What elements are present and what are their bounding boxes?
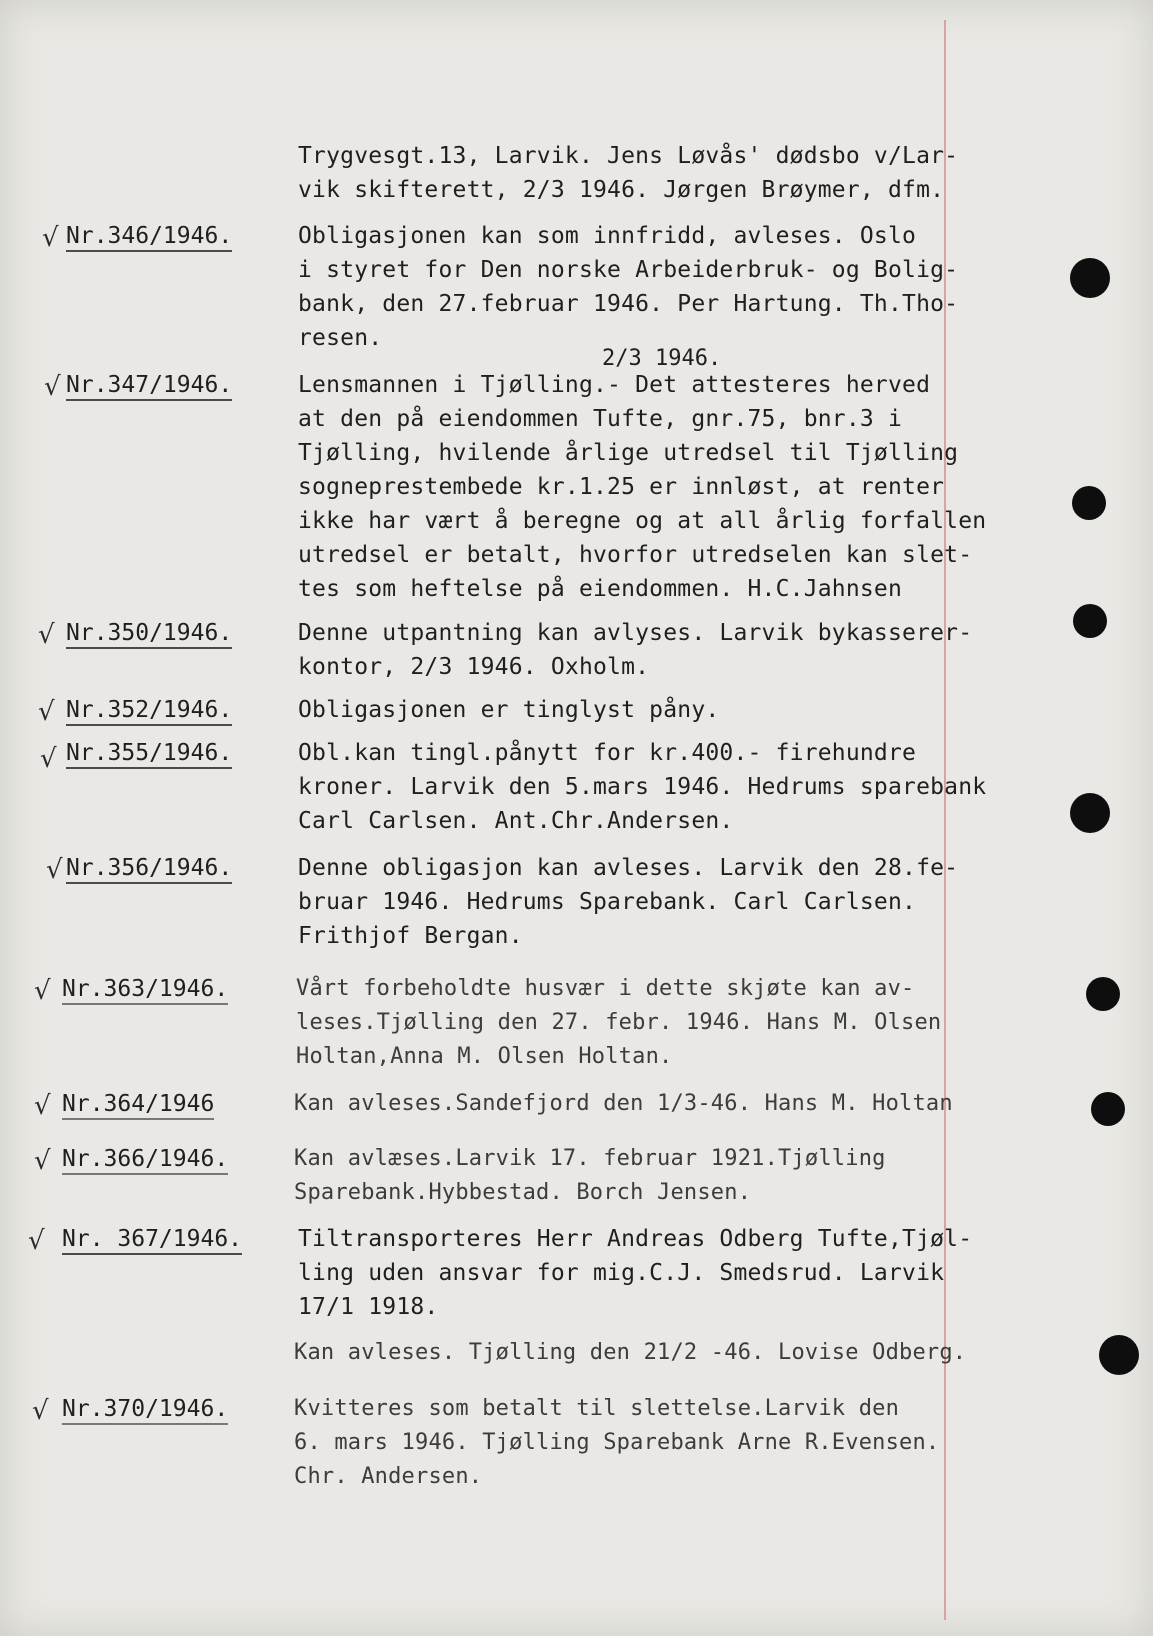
entry-370-line: Chr. Andersen. — [294, 1464, 483, 1489]
entry-347-line: ikke har vært å beregne og at all årlig forfallen — [298, 508, 987, 534]
entry-355-line: kroner. Larvik den 5.mars 1946. Hedrums sparebank — [298, 774, 987, 800]
entry-367-line: Tiltransporteres Herr Andreas Odberg Tufte,Tjøl- — [298, 1226, 973, 1252]
punch-hole-icon — [1091, 1092, 1125, 1126]
entry-ref-352: Nr.352/1946. — [66, 697, 232, 726]
check-mark-icon: √ — [34, 1146, 51, 1176]
header-line: vik skifterett, 2/3 1946. Jørgen Brøymer, dfm. — [298, 177, 945, 203]
check-mark-icon: √ — [38, 620, 55, 650]
entry-347-line: tes som heftelse på eiendommen. H.C.Jahnsen — [298, 576, 903, 602]
check-mark-icon: √ — [32, 1396, 49, 1426]
entry-370-line: 6. mars 1946. Tjølling Sparebank Arne R.Evensen. — [294, 1430, 940, 1455]
entry-346-line: resen. — [298, 325, 383, 351]
entry-350-line: Denne utpantning kan avlyses. Larvik bykasserer- — [298, 620, 973, 646]
entry-346-line: bank, den 27.februar 1946. Per Hartung. Th.Tho- — [298, 291, 959, 317]
entry-ref-363: Nr.363/1946. — [62, 976, 228, 1005]
entry-ref-366: Nr.366/1946. — [62, 1146, 228, 1175]
entry-366-line: Sparebank.Hybbestad. Borch Jensen. — [294, 1180, 752, 1205]
entry-ref-346: Nr.346/1946. — [66, 223, 232, 252]
entry-363-line: Vårt forbeholdte husvær i dette skjøte kan av- — [296, 976, 915, 1001]
entry-ref-356: Nr.356/1946. — [66, 855, 232, 884]
entry-352-line: Obligasjonen er tinglyst påny. — [298, 697, 720, 723]
entry-355-line: Obl.kan tingl.pånytt for kr.400.- firehundre — [298, 740, 917, 766]
entry-356-line: Denne obligasjon kan avleses. Larvik den 28.fe- — [298, 855, 959, 881]
entry-355-line: Carl Carlsen. Ant.Chr.Andersen. — [298, 808, 734, 834]
entry-346-line: Obligasjonen kan som innfridd, avleses. Oslo — [298, 223, 917, 249]
entry-367-line: Kan avleses. Tjølling den 21/2 -46. Lovise Odberg. — [294, 1340, 967, 1365]
entry-363-line: Holtan,Anna M. Olsen Holtan. — [296, 1044, 673, 1069]
punch-hole-icon — [1072, 486, 1106, 520]
entry-347-line: utredsel er betalt, hvorfor utredselen kan slet- — [298, 542, 973, 568]
entry-347-line: Tjølling, hvilende årlige utredsel til Tjølling — [298, 440, 959, 466]
check-mark-icon: √ — [42, 223, 59, 253]
entry-ref-370: Nr.370/1946. — [62, 1396, 228, 1425]
punch-hole-icon — [1070, 258, 1110, 298]
entry-347-line: sogneprestembede kr.1.25 er innløst, at renter — [298, 474, 945, 500]
punch-hole-icon — [1073, 604, 1107, 638]
entry-347-line: Lensmannen i Tjølling.- Det attesteres herved — [298, 372, 931, 398]
check-mark-icon: √ — [40, 744, 57, 774]
header-line: Trygvesgt.13, Larvik. Jens Løvås' dødsbo v/Lar- — [298, 143, 959, 169]
check-mark-icon: √ — [44, 372, 61, 402]
check-mark-icon: √ — [34, 1091, 51, 1121]
entry-367-line: 17/1 1918. — [298, 1294, 439, 1320]
entry-346-line: i styret for Den norske Arbeiderbruk- og Bolig- — [298, 257, 959, 283]
date-note: 2/3 1946. — [602, 346, 722, 371]
entry-356-line: bruar 1946. Hedrums Sparebank. Carl Carlsen. — [298, 889, 917, 915]
entry-347-line: at den på eiendommen Tufte, gnr.75, bnr.3 i — [298, 406, 903, 432]
entry-ref-367: Nr. 367/1946. — [62, 1226, 242, 1255]
check-mark-icon: √ — [28, 1226, 45, 1256]
entry-370-line: Kvitteres som betalt til slettelse.Larvik den — [294, 1396, 900, 1421]
entry-366-line: Kan avlæses.Larvik 17. februar 1921.Tjølling — [294, 1146, 886, 1171]
entry-364-line: Kan avleses.Sandefjord den 1/3-46. Hans M. Holtan — [294, 1091, 953, 1116]
punch-hole-icon — [1086, 977, 1120, 1011]
check-mark-icon: √ — [38, 697, 55, 727]
check-mark-icon: √ — [34, 976, 51, 1006]
entry-363-line: leses.Tjølling den 27. febr. 1946. Hans M. Olsen — [296, 1010, 942, 1035]
punch-hole-icon — [1099, 1335, 1139, 1375]
entry-367-line: ling uden ansvar for mig.C.J. Smedsrud. Larvik — [298, 1260, 945, 1286]
entry-ref-350: Nr.350/1946. — [66, 620, 232, 649]
entry-ref-347: Nr.347/1946. — [66, 372, 232, 401]
punch-hole-icon — [1070, 793, 1110, 833]
entry-ref-364: Nr.364/1946 — [62, 1091, 214, 1120]
check-mark-icon: √ — [46, 855, 63, 885]
entry-356-line: Frithjof Bergan. — [298, 923, 523, 949]
entry-ref-355: Nr.355/1946. — [66, 740, 232, 769]
entry-350-line: kontor, 2/3 1946. Oxholm. — [298, 654, 650, 680]
